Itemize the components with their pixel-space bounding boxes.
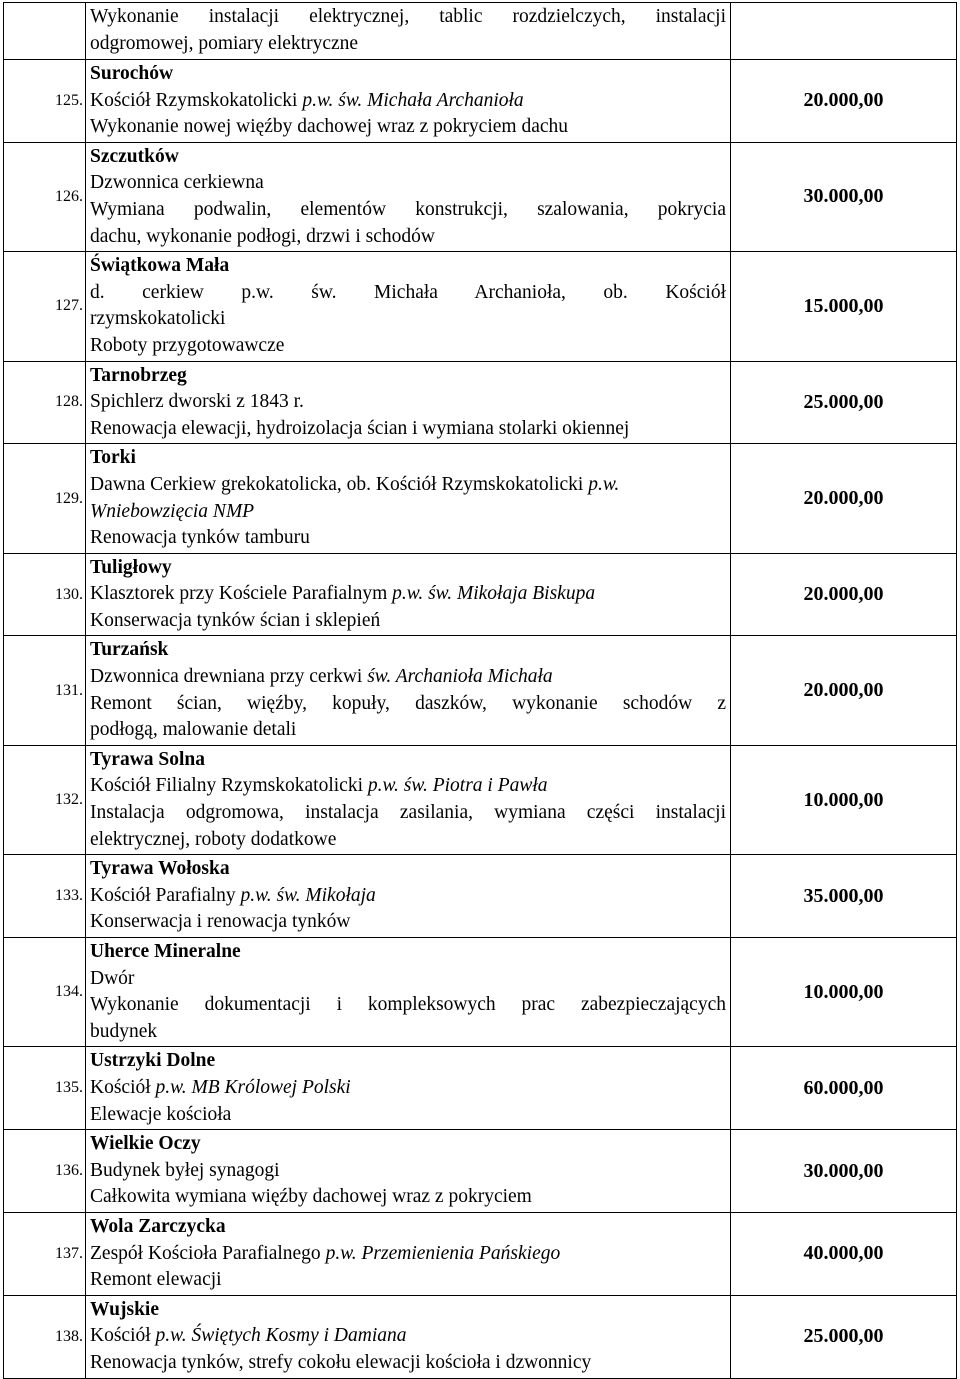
- row-description: [86, 636, 731, 745]
- row-amount: 20.000,00: [731, 60, 957, 143]
- object-line: [90, 1075, 726, 1102]
- row-description: [86, 361, 731, 444]
- table-row: [4, 855, 957, 938]
- row-description: [86, 745, 731, 854]
- table-row: [4, 361, 957, 444]
- place-name: Torki: [90, 447, 136, 469]
- place-name: Wola Zarczycka: [90, 1215, 226, 1237]
- row-amount: 30.000,00: [731, 142, 957, 251]
- table-row: [4, 553, 957, 636]
- table-row: [4, 1047, 957, 1130]
- object-line: [90, 472, 726, 499]
- object-name: d. cerkiew p.w. św. Michała Archanioła, ob. Kościół: [90, 281, 726, 303]
- work-description: elektrycznej, roboty dodatkowe: [90, 828, 337, 850]
- place-name: Szczutków: [90, 145, 179, 167]
- object-name: Kościół: [90, 1325, 156, 1347]
- work-description: Instalacja odgromowa, instalacja zasilania, wymiana części instalacji: [90, 802, 726, 824]
- row-number: 127.: [4, 252, 86, 361]
- work-description: Wykonanie nowej więźby dachowej wraz z pokryciem dachu: [90, 116, 569, 138]
- place-name: Wujskie: [90, 1298, 159, 1320]
- row-description: [86, 3, 731, 60]
- object-line: [90, 664, 726, 691]
- row-description: [86, 855, 731, 938]
- object-line: [90, 773, 726, 800]
- object-dedication: p.w. św. Mikołaja Biskupa: [392, 583, 596, 605]
- row-description: [86, 252, 731, 361]
- object-dedication: p.w. św. Michała Archanioła: [302, 89, 524, 111]
- place-name: Tuligłowy: [90, 556, 172, 578]
- grant-table: [3, 2, 957, 1379]
- object-line: [90, 88, 726, 115]
- object-line: [90, 499, 726, 526]
- row-amount: 15.000,00: [731, 252, 957, 361]
- row-amount: 25.000,00: [731, 1295, 957, 1378]
- object-name: rzymskokatolicki: [90, 308, 226, 330]
- place-name: Tyrawa Solna: [90, 748, 206, 770]
- object-dedication: p.w. św. Mikołaja: [240, 884, 376, 906]
- place-name: Uherce Mineralne: [90, 941, 241, 962]
- object-line: [90, 883, 726, 910]
- row-number: 138.: [4, 1295, 86, 1378]
- object-name: Kościół Parafialny: [90, 884, 241, 906]
- row-number: 132.: [4, 745, 86, 854]
- object-name: Budynek byłej synagogi: [90, 1159, 280, 1181]
- row-description: [86, 1212, 731, 1295]
- work-description: Renowacja tynków, strefy cokołu elewacji kościoła i dzwonnicy: [90, 1351, 592, 1373]
- object-dedication: św. Archanioła Michała: [367, 666, 553, 688]
- row-number: 136.: [4, 1130, 86, 1213]
- work-description: Renowacja elewacji, hydroizolacja ścian i wymiana stolarki okiennej: [90, 417, 630, 439]
- row-amount: 10.000,00: [731, 938, 957, 1047]
- row-number: [4, 3, 86, 60]
- table-row: [4, 1212, 957, 1295]
- row-description: [86, 1130, 731, 1213]
- work-description: Remont ścian, więźby, kopuły, daszków, wykonanie schodów z: [90, 692, 726, 714]
- table-row: [4, 1130, 957, 1213]
- object-name: Dzwonnica drewniana przy cerkwi: [90, 666, 368, 688]
- row-amount: 30.000,00: [731, 1130, 957, 1213]
- row-amount: 25.000,00: [731, 361, 957, 444]
- place-name: Turzańsk: [90, 639, 169, 661]
- object-dedication: p.w. Świętych Kosmy i Damiana: [155, 1325, 407, 1347]
- object-line: [90, 389, 726, 416]
- table-row: [4, 142, 957, 251]
- row-amount: 60.000,00: [731, 1047, 957, 1130]
- object-line: [90, 1241, 726, 1268]
- work-description: Całkowita wymiana więźby dachowej wraz z pokryciem: [90, 1186, 532, 1208]
- row-number: 131.: [4, 636, 86, 745]
- object-dedication: p.w. św. Piotra i Pawła: [367, 775, 548, 797]
- object-name: Kościół Rzymskokatolicki: [90, 89, 303, 111]
- object-dedication: p.w. MB Królowej Polski: [155, 1076, 351, 1098]
- work-description: Wykonanie dokumentacji i kompleksowych prac zabezpieczających: [90, 994, 726, 1016]
- table-row: [4, 3, 957, 60]
- object-name: Kościół: [90, 1076, 156, 1098]
- row-number: 130.: [4, 553, 86, 636]
- row-description: [86, 553, 731, 636]
- table-row: [4, 636, 957, 745]
- work-description: budynek: [90, 1020, 158, 1042]
- place-name: Świątkowa Mała: [90, 255, 230, 277]
- object-dedication: p.w.: [588, 473, 620, 495]
- work-description: Konserwacja i renowacja tynków: [90, 911, 351, 933]
- place-name: Tarnobrzeg: [90, 364, 187, 386]
- work-description: podłogą, malowanie detali: [90, 719, 297, 741]
- row-description: [86, 1047, 731, 1130]
- table-row: [4, 444, 957, 553]
- object-name: Dwór: [90, 967, 135, 989]
- row-amount: 20.000,00: [731, 553, 957, 636]
- row-amount: 35.000,00: [731, 855, 957, 938]
- work-description: dachu, wykonanie podłogi, drzwi i schodów: [90, 225, 435, 247]
- work-description: Wykonanie instalacji elektrycznej, tablic rozdzielczych, instalacji: [90, 6, 726, 28]
- work-description: Remont elewacji: [90, 1269, 222, 1291]
- table-row: [4, 60, 957, 143]
- row-amount: [731, 3, 957, 60]
- row-amount: 20.000,00: [731, 636, 957, 745]
- place-name: Ustrzyki Dolne: [90, 1050, 216, 1072]
- object-line: [90, 1158, 726, 1185]
- object-name: Zespół Kościoła Parafialnego: [90, 1242, 326, 1264]
- object-name: Dawna Cerkiew grekokatolicka, ob. Kościół Rzymskokatolicki: [90, 473, 589, 495]
- object-line: [90, 170, 726, 197]
- row-number: 128.: [4, 361, 86, 444]
- place-name: Surochów: [90, 63, 174, 84]
- table-row: [4, 745, 957, 854]
- object-name: Spichlerz dworski z 1843 r.: [90, 391, 304, 413]
- work-description: Roboty przygotowawcze: [90, 334, 285, 356]
- row-number: 129.: [4, 444, 86, 553]
- object-line: [90, 966, 726, 993]
- row-number: 133.: [4, 855, 86, 938]
- row-number: 126.: [4, 142, 86, 251]
- row-number: 134.: [4, 938, 86, 1047]
- work-description: odgromowej, pomiary elektryczne: [90, 33, 359, 54]
- object-line: [90, 581, 726, 608]
- row-number: 125.: [4, 60, 86, 143]
- row-number: 135.: [4, 1047, 86, 1130]
- object-name: Dzwonnica cerkiewna: [90, 172, 264, 194]
- row-amount: 10.000,00: [731, 745, 957, 854]
- object-name: Kościół Filialny Rzymskokatolicki: [90, 775, 368, 797]
- grant-table-body: [4, 3, 957, 1379]
- row-description: [86, 142, 731, 251]
- work-description: Konserwacja tynków ścian i sklepień: [90, 609, 381, 631]
- place-name: Tyrawa Wołoska: [90, 858, 230, 880]
- object-dedication: p.w. Przemienienia Pańskiego: [325, 1242, 561, 1264]
- table-row: [4, 252, 957, 361]
- work-description: Wymiana podwalin, elementów konstrukcji, szalowania, pokrycia: [90, 198, 726, 220]
- row-description: [86, 60, 731, 143]
- object-name: Klasztorek przy Kościele Parafialnym: [90, 583, 393, 605]
- work-description: Elewacje kościoła: [90, 1103, 232, 1125]
- row-description: [86, 938, 731, 1047]
- row-description: [86, 444, 731, 553]
- table-row: [4, 938, 957, 1047]
- object-dedication: Wniebowzięcia NMP: [90, 500, 255, 522]
- work-description: Renowacja tynków tamburu: [90, 527, 310, 549]
- row-amount: 20.000,00: [731, 444, 957, 553]
- row-number: 137.: [4, 1212, 86, 1295]
- row-amount: 40.000,00: [731, 1212, 957, 1295]
- place-name: Wielkie Oczy: [90, 1133, 201, 1155]
